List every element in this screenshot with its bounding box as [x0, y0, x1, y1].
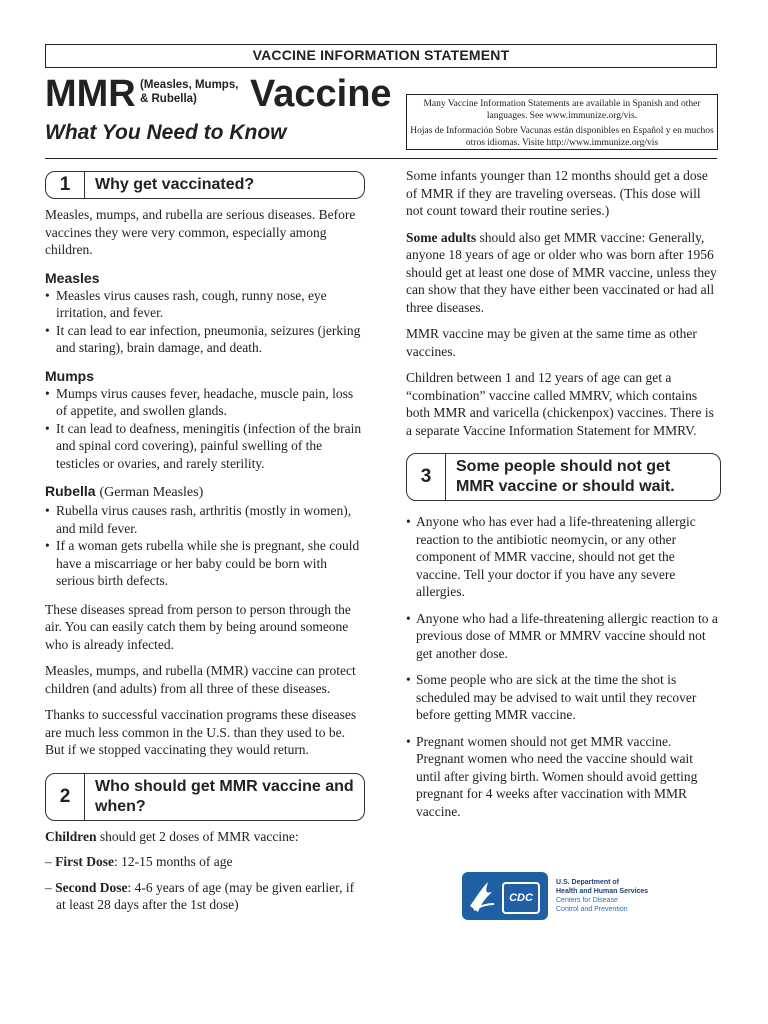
first-dose-bold: First Dose — [55, 854, 114, 869]
list-item: • It can lead to ear infection, pneumonia, seizures (jerking and staring), brain damage, and death. — [45, 322, 365, 357]
cdc-line-1: Centers for Disease — [556, 897, 618, 904]
list-item: • Mumps virus causes fever, headache, muscle pain, loss of appetite, and swollen glands. — [45, 385, 365, 420]
section-1-number: 1 — [46, 172, 85, 198]
mumps-heading: Mumps — [45, 367, 94, 384]
title-mmr: MMR — [45, 73, 136, 115]
agency-name — [556, 878, 656, 914]
list-item: • Pregnant women should not get MMR vaccine. Pregnant women who need the vaccine should wait until after giving birth. Women should avoid getting pregnant for 4 weeks after vaccination with MMR vaccine. — [406, 733, 721, 821]
rubella-heading-bold: Rubella — [45, 483, 96, 499]
agency-logo — [462, 872, 656, 920]
document-banner: VACCINE INFORMATION STATEMENT — [45, 44, 717, 68]
children-text: should get 2 doses of MMR vaccine: — [96, 828, 299, 844]
title-diseases — [140, 78, 250, 106]
list-item: • It can lead to deafness, meningitis (infection of the brain and spinal cord covering), painful swelling of the testicles or ovaries, and rarely sterility. — [45, 420, 365, 473]
list-item: • Rubella virus causes rash, arthritis (mostly in women), and mild fever. — [45, 502, 365, 537]
protect-paragraph: Measles, mumps, and rubella (MMR) vaccine can protect children (and adults) from all three of these diseases. — [45, 663, 356, 696]
children-paragraph — [45, 828, 365, 846]
title-vaccine: Vaccine — [250, 73, 392, 115]
section-3-header — [406, 453, 721, 501]
rubella-heading-sub: (German Measles) — [99, 485, 204, 500]
section-2-header — [45, 773, 365, 821]
intro-paragraph: Measles, mumps, and rubella are serious diseases. Before vaccines they were very common, especially among children. — [45, 207, 356, 257]
adults-paragraph — [406, 229, 721, 317]
cdc-logo: CDC — [502, 882, 540, 914]
hhs-line-2: Health and Human Services — [556, 888, 649, 895]
same-time-paragraph: MMR vaccine may be given at the same time as other vaccines. — [406, 326, 697, 359]
list-item: • Anyone who has ever had a life-threatening allergic reaction to the antibiotic neomycin, or any other component of MMR vaccine, should not get the vaccine. Tell your doctor if you have any severe allergies. — [406, 513, 721, 601]
children-bold: Children — [45, 828, 97, 844]
rubella-heading — [45, 482, 365, 502]
language-notice-spanish: Hojas de Información Sobre Vacunas están disponibles en Español y en muchos otros idiomas. Visite http://www.immunize.org/vis — [410, 126, 714, 148]
mumps-list — [45, 385, 365, 473]
language-notice — [406, 94, 718, 150]
hhs-line-1: U.S. Department of — [556, 879, 620, 886]
diseases-line-2: & Rubella) — [140, 93, 197, 105]
section-3-number: 3 — [407, 454, 446, 500]
right-column — [406, 167, 721, 829]
spread-paragraph: These diseases spread from person to person through the air. You can easily catch them by being around someone who is already infected. — [45, 601, 351, 652]
measles-list — [45, 287, 365, 357]
left-column — [45, 167, 365, 914]
adults-bold: Some adults — [406, 229, 477, 245]
section-2-number: 2 — [46, 774, 85, 820]
list-item: • Some people who are sick at the time the shot is scheduled may be advised to wait until they recover before getting MMR vaccine. — [406, 671, 721, 724]
list-item: • Anyone who had a life-threatening allergic reaction to a previous dose of MMR or MMRV vaccine should not get another dose. — [406, 610, 721, 663]
diseases-line-1: (Measles, Mumps, — [140, 79, 239, 91]
second-dose-text: : 4-6 years of age (may be given earlier, if at least 28 days after the 1st dose) — [56, 879, 355, 912]
mmrv-paragraph: Children between 1 and 12 years of age can get a “combination” vaccine called MMRV, which contains both MMR and varicella (chickenpox) vaccines. There is a separate Vaccine Information Statement for MMRV. — [406, 370, 714, 438]
second-dose: – Second Dose: 4-6 years of age (may be given earlier, if at least 28 days after the 1st dose) — [45, 879, 355, 912]
infants-paragraph: Some infants younger than 12 months should get a dose of MMR if they are traveling overseas. (This dose will not count toward their routine series.) — [406, 168, 708, 218]
first-dose: – First Dose: 12-15 months of age — [45, 854, 233, 869]
header-divider — [45, 158, 717, 159]
rubella-list — [45, 502, 365, 590]
language-notice-english: Many Vaccine Information Statements are available in Spanish and other languages. See www.immunize.org/vis. — [423, 99, 701, 121]
section-3-title: Some people should not get MMR vaccine or should wait. — [456, 458, 675, 495]
first-dose-text: : 12-15 months of age — [113, 854, 233, 869]
list-item: • Measles virus causes rash, cough, runny nose, eye irritation, and fever. — [45, 287, 365, 322]
adults-text: should also get MMR vaccine: Generally, anyone 18 years of age or older who was born after 1956 should get at least one dose of MMR vaccine, unless they can show that they have either been vaccinated or had all three diseases. — [406, 229, 717, 315]
measles-heading: Measles — [45, 269, 100, 286]
section-1-header — [45, 171, 365, 199]
hhs-seal — [462, 872, 548, 920]
list-item: • If a woman gets rubella while she is pregnant, she could have a miscarriage or her baby could be born with serious birth defects. — [45, 537, 365, 590]
section-2-title: Who should get MMR vaccine and when? — [95, 777, 354, 815]
hhs-eagle-icon — [462, 872, 506, 920]
thanks-paragraph: Thanks to successful vaccination programs these diseases are much less common in the U.S. than they used to be. But if we stopped vaccinating they would return. — [45, 707, 357, 757]
second-dose-bold: Second Dose — [55, 879, 128, 895]
page-subtitle: What You Need to Know — [45, 121, 287, 144]
contraindications-list — [406, 513, 721, 820]
cdc-line-2: Control and Prevention — [556, 906, 628, 913]
section-1-title: Why get vaccinated? — [95, 176, 255, 193]
